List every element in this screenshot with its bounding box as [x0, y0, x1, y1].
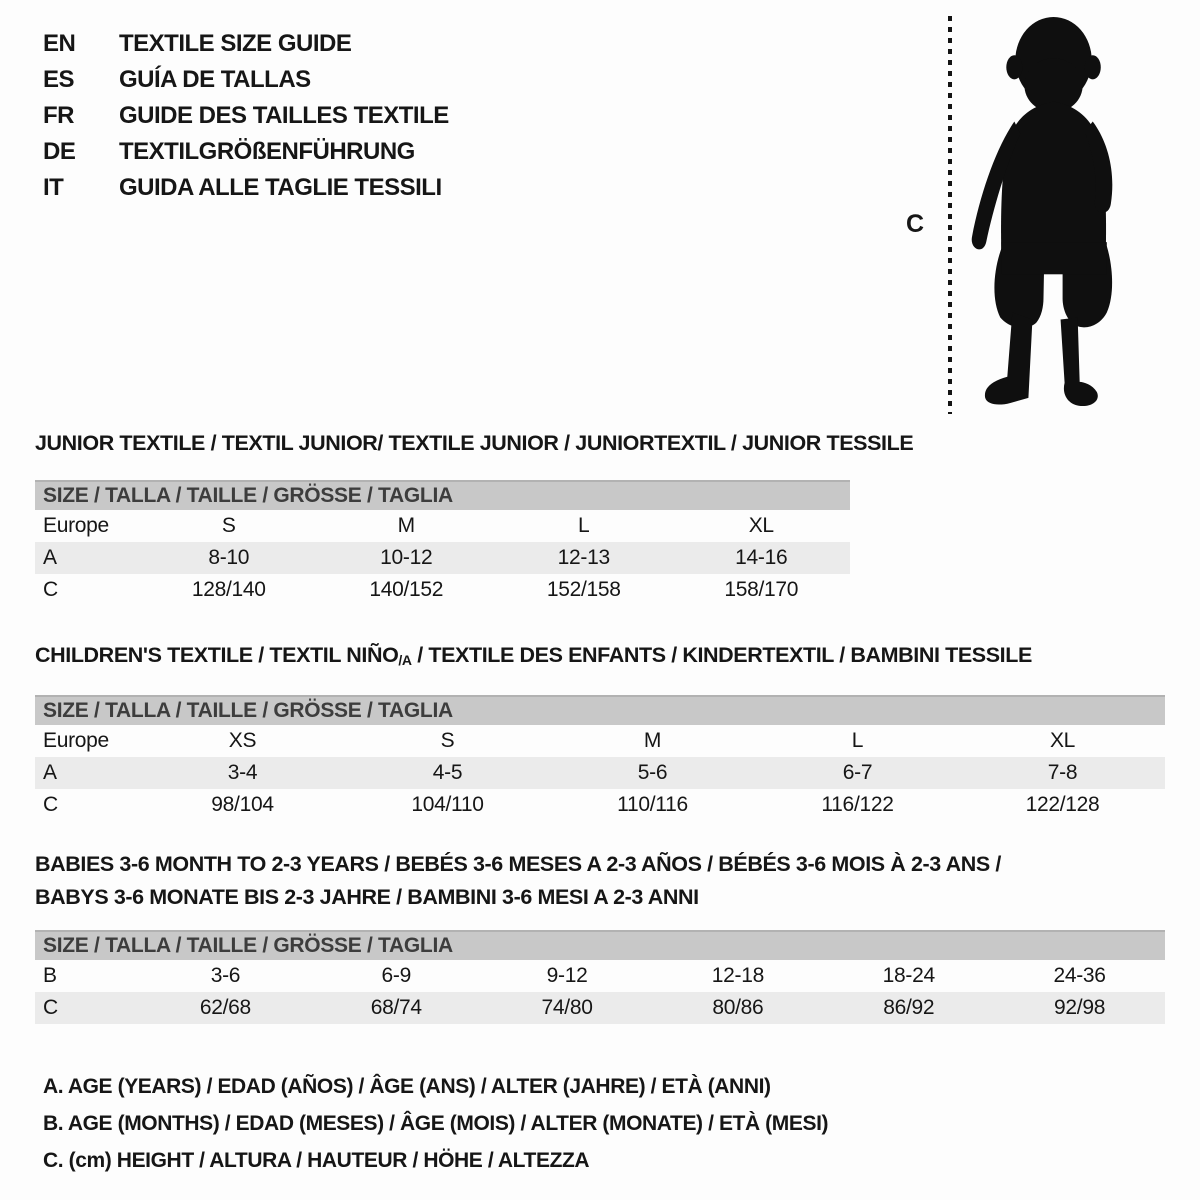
row-label: C — [43, 793, 58, 816]
size-cell: S — [440, 729, 455, 752]
table-row-height — [35, 789, 1165, 821]
title-part: / TEXTILE DES ENFANTS / KINDERTEXTIL / BAMBINI TESSILE — [411, 643, 1032, 667]
title-subscript: /A — [398, 652, 412, 668]
legend-line-c: C. (cm) HEIGHT / ALTURA / HAUTEUR / HÖHE / ALTEZZA — [43, 1149, 590, 1172]
height-cell: 122/128 — [1025, 793, 1100, 816]
height-cell: 62/68 — [199, 996, 251, 1019]
size-header-bar: SIZE / TALLA / TAILLE / GRÖSSE / TAGLIA — [35, 695, 1165, 725]
age-cell: 12-18 — [711, 964, 765, 987]
section-title — [35, 644, 1165, 671]
height-cell: 74/80 — [541, 996, 593, 1019]
height-cell: 152/158 — [546, 578, 621, 601]
table-row-europe — [35, 510, 850, 542]
row-label: A — [43, 546, 57, 569]
legend-line-b: B. AGE (MONTHS) / EDAD (MESES) / ÂGE (MOIS) / ALTER (MONATE) / ETÀ (MESI) — [43, 1112, 829, 1135]
table-row-height — [35, 992, 1165, 1024]
height-cell: 140/152 — [369, 578, 444, 601]
height-cell: 104/110 — [411, 793, 484, 816]
size-cell: L — [851, 729, 864, 752]
title-part: CHILDREN'S TEXTILE / TEXTIL NIÑO — [35, 643, 399, 667]
section-title-line-2: BABYS 3-6 MONATE BIS 2-3 JAHRE / BAMBINI 3-6 MESI A 2-3 ANNI — [35, 885, 699, 909]
height-cell: 86/92 — [883, 996, 935, 1019]
language-row-fr — [43, 98, 449, 134]
age-cell: 3-6 — [210, 964, 241, 987]
table-row-age-months — [35, 960, 1165, 992]
language-row-it — [43, 170, 449, 206]
height-measure-dashed-line — [948, 16, 952, 414]
size-header-bar: SIZE / TALLA / TAILLE / GRÖSSE / TAGLIA — [35, 930, 1165, 960]
age-cell: 18-24 — [882, 964, 935, 987]
age-cell: 12-13 — [557, 546, 610, 569]
section-title-line-1: BABIES 3-6 MONTH TO 2-3 YEARS / BEBÉS 3-6 MESES A 2-3 AÑOS / BÉBÉS 3-6 MOIS À 2-3 ANS / — [35, 852, 1001, 876]
language-title: GUIDE DES TAILLES TEXTILE — [119, 102, 449, 129]
age-cell: 9-12 — [546, 964, 588, 987]
language-code: FR — [43, 102, 74, 129]
language-code: ES — [43, 66, 75, 93]
size-cell: XL — [1049, 729, 1076, 752]
language-title: GUIDA ALLE TAGLIE TESSILI — [119, 174, 442, 201]
height-cell: 92/98 — [1054, 996, 1106, 1019]
toddler-silhouette-icon — [957, 13, 1135, 415]
section-title: JUNIOR TEXTILE / TEXTIL JUNIOR/ TEXTILE JUNIOR / JUNIORTEXTIL / JUNIOR TESSILE — [35, 431, 914, 455]
table-row-europe — [35, 725, 1165, 757]
row-label: C — [43, 996, 58, 1019]
language-code: IT — [43, 174, 64, 201]
table-row-age — [35, 757, 1165, 789]
age-cell: 6-9 — [381, 964, 411, 987]
height-cell: 98/104 — [211, 793, 274, 816]
language-row-de — [43, 134, 449, 170]
age-cell: 4-5 — [432, 761, 463, 784]
size-cell: L — [578, 514, 590, 537]
height-cell: 128/140 — [191, 578, 266, 601]
age-cell: 7-8 — [1047, 761, 1078, 784]
language-code: EN — [43, 30, 76, 57]
section-babies-textile — [35, 848, 1165, 1024]
section-childrens-textile — [35, 644, 1165, 821]
section-junior-textile — [35, 431, 914, 606]
size-cell: XL — [748, 514, 774, 537]
row-label: Europe — [43, 514, 109, 537]
age-cell: 6-7 — [842, 761, 873, 784]
language-title-list — [43, 26, 449, 206]
age-cell: 3-4 — [227, 761, 258, 784]
table-row-height — [35, 574, 850, 606]
height-cell: 80/86 — [712, 996, 764, 1019]
size-cell: S — [221, 514, 236, 537]
age-cell: 10-12 — [380, 546, 433, 569]
height-measure-label-c: C — [906, 210, 925, 238]
height-cell: 158/170 — [724, 578, 799, 601]
age-cell: 5-6 — [637, 761, 668, 784]
row-label: A — [43, 761, 57, 784]
size-cell: XS — [228, 729, 257, 752]
height-cell: 110/116 — [617, 793, 688, 816]
age-cell: 8-10 — [208, 546, 250, 569]
age-cell: 14-16 — [735, 546, 788, 569]
row-label: Europe — [43, 729, 109, 752]
table-row-age — [35, 542, 850, 574]
language-row-es — [43, 62, 449, 98]
height-cell: 68/74 — [370, 996, 422, 1019]
size-header-bar: SIZE / TALLA / TAILLE / GRÖSSE / TAGLIA — [35, 480, 850, 510]
spacer — [35, 914, 1165, 930]
size-cell: M — [643, 729, 662, 752]
row-label: C — [43, 578, 58, 601]
language-title: TEXTILE SIZE GUIDE — [119, 30, 352, 57]
legend-line-a: A. AGE (YEARS) / EDAD (AÑOS) / ÂGE (ANS) / ALTER (JAHRE) / ETÀ (ANNI) — [43, 1075, 771, 1098]
row-label: B — [43, 964, 57, 987]
size-cell: M — [397, 514, 415, 537]
language-title: GUÍA DE TALLAS — [119, 66, 311, 93]
age-cell: 24-36 — [1053, 964, 1106, 987]
height-cell: 116/122 — [821, 793, 894, 816]
language-row-en — [43, 26, 449, 62]
measurement-legend — [43, 1068, 828, 1179]
language-code: DE — [43, 138, 76, 165]
language-title: TEXTILGRÖßENFÜHRUNG — [119, 138, 415, 165]
